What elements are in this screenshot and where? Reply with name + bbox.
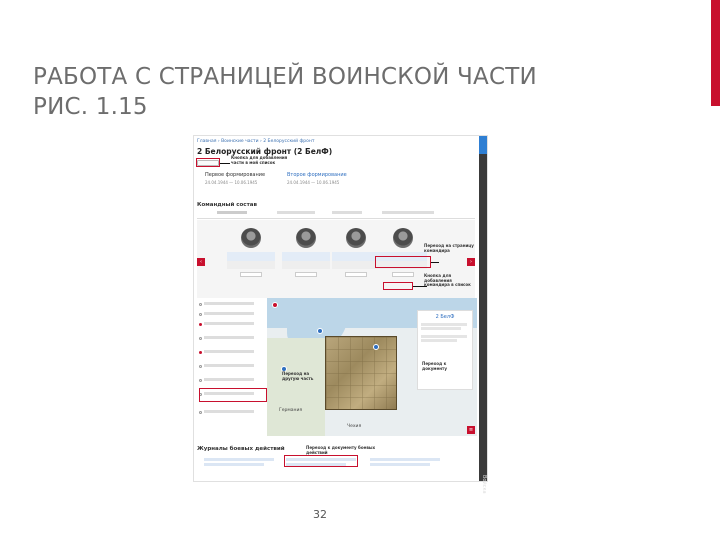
commander-desc (332, 261, 380, 269)
callout-box-commander (375, 256, 431, 268)
journal-item[interactable] (370, 458, 450, 466)
callout-box-add-commander (383, 282, 413, 290)
historic-map-overlay[interactable] (325, 336, 397, 410)
commander-desc (227, 261, 275, 269)
map-pin[interactable] (317, 328, 323, 334)
scrollbar[interactable] (479, 136, 487, 481)
tab[interactable] (382, 211, 434, 214)
command-tabs (197, 211, 475, 219)
commander-desc (282, 261, 330, 269)
commander-portrait[interactable] (393, 228, 413, 248)
commander-add-button[interactable] (295, 272, 317, 277)
scrollbar-thumb[interactable] (479, 136, 487, 154)
callout-box-add-unit (196, 158, 220, 167)
accent-bar (711, 0, 720, 106)
commander-portrait[interactable] (346, 228, 366, 248)
journal-heading: Журналы боевых действий (197, 446, 285, 452)
unit-title: 2 Белорусский фронт (2 БелФ) (197, 147, 333, 156)
list-item[interactable] (199, 410, 265, 414)
commander-add-button[interactable] (345, 272, 367, 277)
list-item[interactable] (199, 322, 265, 326)
callout-commander-page: Переход на страницу командира (424, 243, 474, 253)
commander-name[interactable] (332, 252, 380, 261)
formation-name[interactable]: Второе формирование (287, 172, 347, 178)
formation-second[interactable] (287, 172, 382, 185)
tab[interactable] (277, 211, 315, 214)
callout-arrow (431, 262, 439, 263)
units-list (197, 298, 267, 436)
formation-dates: 24.04.1944 — 10.06.1945 (287, 180, 340, 185)
map-pin[interactable] (272, 302, 278, 308)
commander-name[interactable] (282, 252, 330, 261)
callout-arrow (220, 163, 230, 164)
list-item[interactable] (199, 312, 265, 316)
land (267, 338, 325, 436)
tab[interactable] (217, 211, 247, 214)
formation-name[interactable]: Первое формирование (205, 172, 266, 178)
map-label: Чехия (347, 424, 362, 429)
map-pin[interactable] (373, 344, 379, 350)
commander-name[interactable] (227, 252, 275, 261)
commander-add-button[interactable] (240, 272, 262, 277)
callout-add-commander: Кнопка для добавления командира в список (424, 273, 471, 288)
map-label: Германия (279, 408, 303, 413)
slide-title-line-2: РИС. 1.15 (33, 94, 148, 120)
formation-first[interactable] (205, 172, 300, 185)
list-item[interactable] (199, 336, 265, 340)
prev-arrow-icon[interactable]: ‹ (197, 258, 205, 266)
embedded-screenshot (193, 135, 488, 494)
list-item[interactable] (199, 302, 265, 306)
formation-dates: 24.04.1944 — 10.06.1945 (205, 180, 258, 185)
tab[interactable] (332, 211, 362, 214)
journal-item[interactable] (204, 458, 284, 466)
slide-title-line-1: РАБОТА С СТРАНИЦЕЙ ВОИНСКОЙ ЧАСТИ (33, 64, 537, 90)
commander-card[interactable] (379, 228, 427, 277)
command-heading: Командный состав (197, 202, 257, 208)
callout-document: Переход к документу (422, 361, 447, 371)
legend-title: 2 БелФ (435, 314, 455, 320)
callout-journal: Переход к документу боевых действий (306, 445, 376, 455)
callout-box-other-unit (199, 388, 267, 402)
commander-portrait[interactable] (241, 228, 261, 248)
commander-card[interactable] (282, 228, 330, 277)
list-item[interactable] (199, 378, 265, 382)
commander-card[interactable] (332, 228, 380, 277)
slide-title (33, 62, 673, 122)
callout-other-unit: Переход на другую часть (282, 371, 314, 381)
list-item[interactable] (199, 350, 265, 354)
commander-card[interactable] (227, 228, 275, 277)
formations (197, 172, 457, 192)
callout-box-journal (284, 455, 358, 467)
callout-add-unit: Кнопка для добавления части в мой список (231, 155, 288, 165)
commander-add-button[interactable] (392, 272, 414, 277)
side-label: Войска (481, 474, 487, 494)
map-legend (417, 310, 473, 390)
breadcrumb[interactable]: Главная › Воинские части › 2 Белорусский фронт (197, 139, 315, 144)
map-control-icon[interactable]: ≡ (468, 427, 474, 433)
list-item[interactable] (199, 364, 265, 368)
next-arrow-icon[interactable]: › (467, 258, 475, 266)
commander-portrait[interactable] (296, 228, 316, 248)
page-number: 32 (313, 508, 327, 521)
